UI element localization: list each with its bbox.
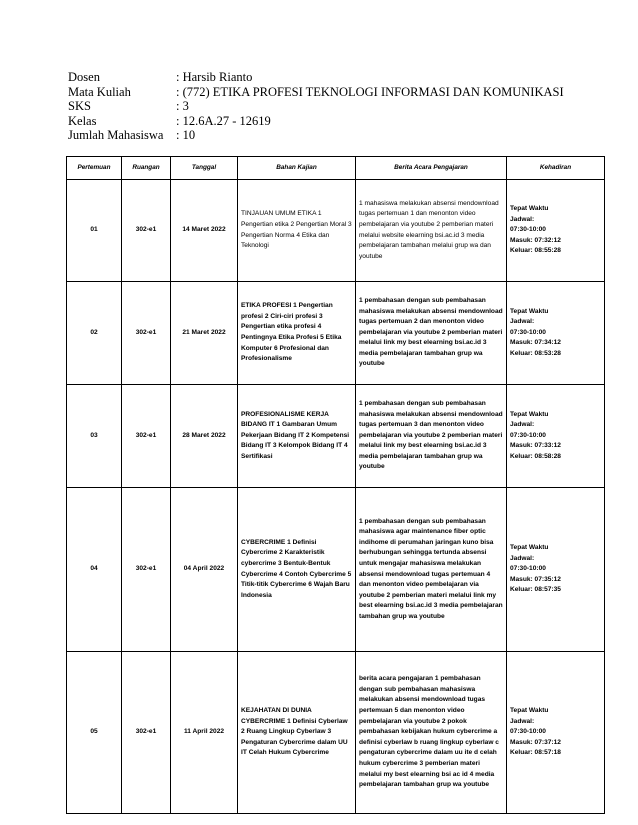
cell-berita-acara: 1 pembahasan dengan sub pembahasan mahasiswa agar maintenance fiber optic indihome di perumahan jaringan kuno bisa berhubungan sehingga tertunda absensi untuk mengajar mahasiswa melakukan absensi mendownload tugas pertemuan 4 dan menonton video pembelajaran via youtube 2 pemberian materi melalui link my best elearning bsi.ac.id 3 media pembelajaran tambahan grup wa youtube: [356, 488, 507, 652]
attendance-table: [66, 156, 605, 814]
kehadiran-masuk: Masuk: 07:37:12: [510, 738, 561, 746]
cell-tanggal: 28 Maret 2022: [171, 385, 238, 488]
col-header-pertemuan: Pertemuan: [67, 157, 122, 180]
kelas-row: [68, 114, 564, 129]
cell-berita-acara: 1 pembahasan dengan sub pembahasan mahasiswa melakukan absensi mendownload tugas pertemuan 3 dan menonton video pembelajaran via youtube 2 pemberian materi melalui link my best elearning bsi.ac.id 3 media pembelajaran tambahan grup wa youtube: [356, 385, 507, 488]
kehadiran-masuk: Masuk: 07:34:12: [510, 339, 561, 347]
kehadiran-jadwal: 07:30-10:00: [510, 565, 546, 573]
cell-ruangan: 302-e1: [122, 180, 171, 282]
cell-berita-acara: 1 mahasiswa melakukan absensi mendownload tugas pertemuan 1 dan menonton video pembelajaran via youtube 2 pemberian materi melalui website elearning bsi.ac.id 3 media pembelajaran tambahan melalui grup wa dan youtube: [356, 180, 507, 282]
cell-pertemuan: 04: [67, 488, 122, 652]
col-header-bahan-kajian: Bahan Kajian: [238, 157, 356, 180]
kehadiran-keluar: Keluar: 08:57:18: [510, 749, 561, 757]
kehadiran-jadwal-label: Jadwal:: [510, 215, 535, 223]
cell-bahan-kajian: CYBERCRIME 1 Definisi Cybercrime 2 Karakteristik cybercrime 3 Bentuk-Bentuk Cybercrime 4 Contoh Cybercrime 5 Titik-titik Cybercrime 6 Wajah Baru Indonesia: [238, 488, 356, 652]
cell-bahan-kajian: TINJAUAN UMUM ETIKA 1 Pengertian etika 2 Pengertian Moral 3 Pengertian Norma 4 Etika dan Teknologi: [238, 180, 356, 282]
cell-tanggal: 11 April 2022: [171, 652, 238, 814]
cell-berita-acara: berita acara pengajaran 1 pembahasan dengan sub pembahasan mahasiswa melakukan absensi mendownload tugas pertemuan 5 dan menonton video pembelajaran via youtube 2 pokok pembahasan kebijakan hukum cybercrime a definisi cyberlaw b ruang lingkup cyberlaw c pengaturan cybercrime dalam uu ite d celah hukum cybercrime 3 pemberian materi melalui my best elearning bsi ac id 4 media pembelajaran tambahan grup wa youtube: [356, 652, 507, 814]
cell-kehadiran: [507, 180, 605, 282]
kehadiran-keluar: Keluar: 08:57:35: [510, 586, 561, 594]
cell-bahan-kajian: KEJAHATAN DI DUNIA CYBERCRIME 1 Definisi Cyberlaw 2 Ruang Lingkup Cyberlaw 3 Pengaturan Cybercrime dalam UU IT Celah Hukum Cybercrime: [238, 652, 356, 814]
kehadiran-masuk: Masuk: 07:35:12: [510, 575, 561, 583]
cell-berita-acara: 1 pembahasan dengan sub pembahasan mahasiswa melakukan absensi mendownload tugas pertemuan 2 dan menonton video pembelajaran via youtube 2 pemberian materi melalui link my best elearning bsi.ac.id 3 media pembelajaran tambahan grup wa youtube: [356, 282, 507, 385]
col-header-ruangan: Ruangan: [122, 157, 171, 180]
sks-row: [68, 99, 564, 114]
jumlah-label: Jumlah Mahasiswa: [68, 128, 164, 142]
cell-bahan-kajian: ETIKA PROFESI 1 Pengertian profesi 2 Ciri-ciri profesi 3 Pengertian etika profesi 4 Pentingnya Etika Profesi 5 Etika Komputer 6 Profesional dan Profesionalisme: [238, 282, 356, 385]
sks-value: : 3: [176, 99, 189, 113]
table-row: [67, 488, 605, 652]
table-row: [67, 282, 605, 385]
cell-kehadiran: [507, 282, 605, 385]
cell-kehadiran: [507, 652, 605, 814]
cell-pertemuan: 01: [67, 180, 122, 282]
col-header-tanggal: Tanggal: [171, 157, 238, 180]
kehadiran-keluar: Keluar: 08:58:28: [510, 452, 561, 460]
kehadiran-jadwal: 07:30-10:00: [510, 431, 546, 439]
kehadiran-jadwal: 07:30-10:00: [510, 226, 546, 234]
sks-label: SKS: [68, 99, 91, 113]
matkul-value: : (772) ETIKA PROFESI TEKNOLOGI INFORMASI DAN KOMUNIKASI: [176, 84, 564, 99]
cell-bahan-kajian: PROFESIONALISME KERJA BIDANG IT 1 Gambaran Umum Pekerjaan Bidang IT 2 Kompetensi Bidang IT 3 Kelompok Bidang IT 4 Sertifikasi: [238, 385, 356, 488]
cell-tanggal: 21 Maret 2022: [171, 282, 238, 385]
cell-ruangan: 302-e1: [122, 282, 171, 385]
kelas-value: : 12.6A.27 - 12619: [176, 113, 271, 128]
kelas-label: Kelas: [68, 113, 97, 128]
table-row: [67, 652, 605, 814]
kehadiran-jadwal: 07:30-10:00: [510, 728, 546, 736]
col-header-kehadiran: Kehadiran: [507, 157, 605, 180]
cell-tanggal: 04 April 2022: [171, 488, 238, 652]
cell-kehadiran: [507, 488, 605, 652]
kehadiran-status: Tepat Waktu: [510, 205, 549, 213]
kehadiran-jadwal-label: Jadwal:: [510, 318, 535, 326]
dosen-value: : Harsib Rianto: [176, 70, 253, 84]
kehadiran-jadwal-label: Jadwal:: [510, 421, 535, 429]
kehadiran-masuk: Masuk: 07:32:12: [510, 236, 561, 244]
kehadiran-status: Tepat Waktu: [510, 410, 549, 418]
cell-pertemuan: 03: [67, 385, 122, 488]
course-header: [68, 70, 564, 143]
table-header-row: [67, 157, 605, 180]
cell-pertemuan: 05: [67, 652, 122, 814]
jumlah-row: [68, 128, 564, 143]
cell-kehadiran: [507, 385, 605, 488]
table-row: [67, 385, 605, 488]
cell-ruangan: 302-e1: [122, 652, 171, 814]
cell-tanggal: 14 Maret 2022: [171, 180, 238, 282]
cell-ruangan: 302-e1: [122, 385, 171, 488]
matkul-label: Mata Kuliah: [68, 84, 131, 99]
kehadiran-status: Tepat Waktu: [510, 544, 549, 552]
kehadiran-status: Tepat Waktu: [510, 707, 549, 715]
kehadiran-keluar: Keluar: 08:53:28: [510, 349, 561, 357]
table-row: [67, 180, 605, 282]
kehadiran-masuk: Masuk: 07:33:12: [510, 442, 561, 450]
kehadiran-status: Tepat Waktu: [510, 307, 549, 315]
kehadiran-keluar: Keluar: 08:55:28: [510, 247, 561, 255]
matkul-row: [68, 85, 564, 100]
dosen-row: [68, 70, 564, 85]
cell-pertemuan: 02: [67, 282, 122, 385]
cell-ruangan: 302-e1: [122, 488, 171, 652]
jumlah-value: : 10: [176, 128, 196, 142]
kehadiran-jadwal: 07:30-10:00: [510, 328, 546, 336]
dosen-label: Dosen: [68, 70, 100, 84]
kehadiran-jadwal-label: Jadwal:: [510, 554, 535, 562]
kehadiran-jadwal-label: Jadwal:: [510, 717, 535, 725]
col-header-berita-acara: Berita Acara Pengajaran: [356, 157, 507, 180]
